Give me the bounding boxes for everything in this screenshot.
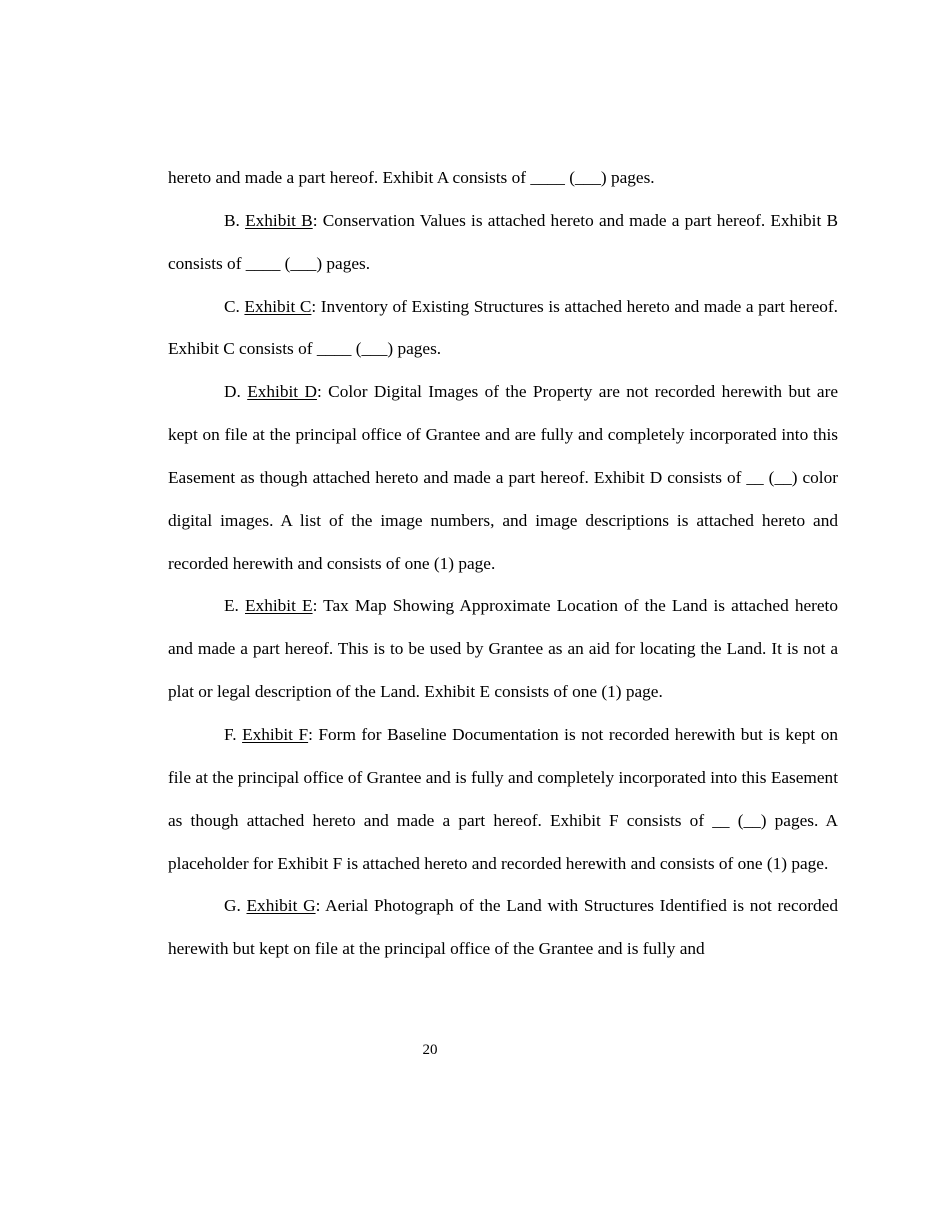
paragraph-exhibit-f xyxy=(168,714,838,885)
paragraph-prefix: C. xyxy=(224,296,245,316)
exhibit-b-label: Exhibit B xyxy=(245,210,313,230)
paragraph-exhibit-d xyxy=(168,371,838,585)
exhibit-d-label: Exhibit D xyxy=(247,382,317,402)
exhibit-e-label: Exhibit E xyxy=(245,596,313,616)
paragraph-exhibit-g xyxy=(168,885,838,971)
paragraph-exhibit-c xyxy=(168,286,838,372)
paragraph-prefix: G. xyxy=(224,896,247,916)
paragraph-body: : Inventory of Existing Structures is attached hereto and made a part hereof. Exhibit C consists of ____ (___) pages. xyxy=(168,296,838,359)
paragraph-body: : Tax Map Showing Approximate Location of the Land is attached hereto and made a part hereof. This is to be used by Grantee as an aid for locating the Land. It is not a plat or legal description of the Land. Exhibit E consists of one (1) page. xyxy=(168,596,838,702)
paragraph-body: : Form for Baseline Documentation is not recorded herewith but is kept on file at the principal office of Grantee and is fully and completely incorporated into this Easement as though attached hereto and made a part hereof. Exhibit F consists of __ (__) pages. A placeholder for Exhibit F is attached hereto and recorded herewith and consists of one (1) page. xyxy=(168,724,838,873)
paragraph-exhibit-e xyxy=(168,585,838,714)
paragraph-body: : Aerial Photograph of the Land with Structures Identified is not recorded herewith but kept on file at the principal office of the Grantee and is fully and xyxy=(168,896,838,959)
document-body xyxy=(168,157,838,971)
paragraph-prefix: D. xyxy=(224,382,248,402)
exhibit-c-label: Exhibit C xyxy=(244,296,312,316)
page-number: 20 xyxy=(422,1042,438,1058)
paragraph-body: : Conservation Values is attached hereto and made a part hereof. Exhibit B consists of ____ (___) pages. xyxy=(168,210,838,273)
paragraph-exhibit-a-continuation: hereto and made a part hereof. Exhibit A consists of ____ (___) pages. xyxy=(168,168,655,187)
exhibit-f-label: Exhibit F xyxy=(242,724,309,744)
exhibit-g-label: Exhibit G xyxy=(246,896,316,916)
paragraph-prefix: B. xyxy=(224,210,246,230)
paragraph-exhibit-b xyxy=(168,200,838,286)
paragraph-body: : Color Digital Images of the Property are not recorded herewith but are kept on file at the principal office of Grantee and are fully and completely incorporated into this Easement as though attached hereto and made a part hereof. Exhibit D consists of __ (__) color digital images. A list of the image numbers, and image descriptions is attached hereto and recorded herewith and consists of one (1) page. xyxy=(168,382,839,573)
paragraph-prefix: E. xyxy=(224,596,245,616)
paragraph-prefix: F. xyxy=(224,724,243,744)
